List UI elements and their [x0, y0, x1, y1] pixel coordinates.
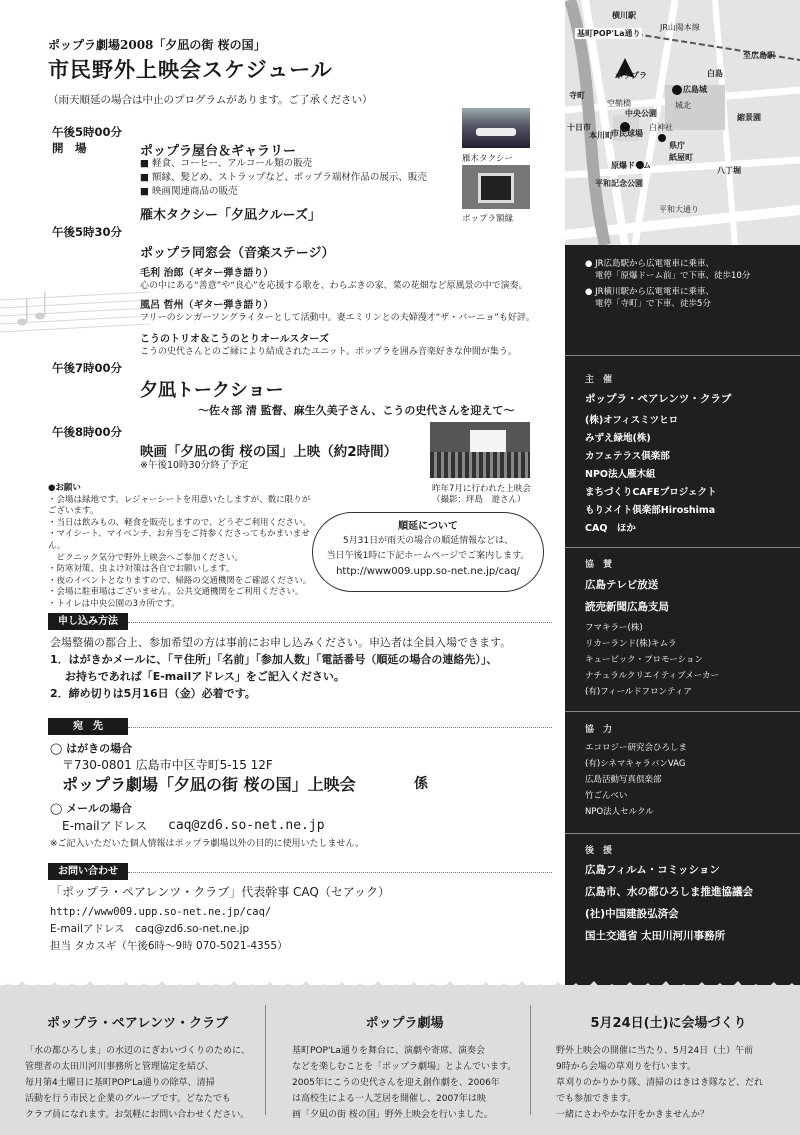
- talk-show-guests: 〜佐々部 清 監督、麻生久美子さん、こうの史代さんを迎えて〜: [198, 404, 515, 417]
- organizer-item: カフェテラス倶楽部: [585, 451, 670, 462]
- map-label: 原爆ドーム: [611, 161, 651, 170]
- map-label: 広島城: [683, 85, 707, 94]
- gangi-taxi-caption: 雁木タクシー: [462, 154, 514, 164]
- coop-heading: 協 力: [585, 725, 613, 735]
- privacy-note: ※ご記入いただいた個人情報はポップラ劇場以外の目的に使用いたしません。: [50, 839, 365, 849]
- contact-email[interactable]: E-mailアドレス caq@zd6.so-net.ne.jp: [50, 923, 250, 935]
- email-heading: ◯ メールの場合: [50, 802, 132, 815]
- organizer-item: もりメイト倶楽部Hiroshima: [585, 505, 716, 516]
- organizer-item: まちづくりCAFEプロジェクト: [585, 487, 717, 498]
- divider: [128, 727, 552, 728]
- organizer-item: NPO法人雁木組: [585, 469, 656, 480]
- postpone-box: [312, 512, 544, 592]
- venue-prep-text: 野外上映会の開催に当たり、5月24日（土）午前 9時から会場の草刈りを行います。 草刈りのかりかり隊、清掃のはきはき隊など、だれ でも参加できます。 一緒にさわやかな汗をかきませんか？: [556, 1046, 764, 1120]
- organizer-item: (株)オフィスミツヒロ: [585, 415, 679, 426]
- header-subtitle: ポップラ劇場2008「夕凪の街 桜の国」: [48, 38, 266, 52]
- access-1b: 電停「原爆ドーム前」で下車、徒歩10分: [595, 271, 751, 281]
- poppura-frame-caption: ポップラ額縁: [462, 214, 514, 224]
- time-2000: 午後8時00分: [52, 425, 123, 439]
- apply-line-3: お持ちであれば「E-mailアドレス」をご記入ください。: [50, 670, 345, 683]
- backing-item: (社)中国建設弘済会: [585, 908, 679, 920]
- map-label: ポップラ: [615, 71, 647, 80]
- notice-item: ・防寒対策、虫よけ対策は各自でお願いします。: [48, 564, 235, 575]
- event-yatai-gallery: ポップラ屋台＆ギャラリー: [140, 144, 297, 159]
- notice-item: ・当日は飲みもの、軽食を販売しますので、どうぞご利用ください。: [48, 517, 311, 528]
- apply-line-2: 1．はがきかメールに、「〒住所」「名前」「参加人数」「電話番号（順延の場合の連絡先）」、: [50, 653, 498, 666]
- map-label: 寺町: [569, 91, 585, 100]
- performer-1-desc: 心の中にある“善意”や“良心”を応援する歌を、わらぶきの家、菜の花畑など原風景の中で演奏。: [140, 281, 528, 291]
- notice-item: ・会場に駐車場はございません。公共交通機関をご利用ください。: [48, 587, 304, 598]
- postpone-url[interactable]: http://www009.upp.so-net.ne.jp/caq/: [336, 566, 520, 577]
- email-address[interactable]: caq@zd6.so-net.ne.jp: [168, 818, 325, 833]
- organizer-item: みずえ緑地(株): [585, 433, 651, 444]
- map-label: 平和記念公園: [595, 179, 643, 188]
- gangi-taxi-photo: [462, 108, 530, 148]
- map-label: 中央公園: [625, 109, 657, 118]
- notice-item: ・夜のイベントとなりますので、帰路の交通機関をご確認ください。: [48, 575, 312, 586]
- notices-list: [48, 483, 313, 611]
- support-item: ナチュラルクリエイティブメーカー: [585, 671, 719, 681]
- apply-line-1: 会場整備の都合上、参加希望の方は事前にお申し込みください。申込者は全員入場できます。: [50, 636, 512, 649]
- footer-divider: [530, 1005, 531, 1115]
- map-label: 紙屋町: [669, 153, 693, 162]
- performer-3-name: こうのトリオ＆こうのとりオールスターズ: [140, 334, 329, 345]
- notices-title: ●お願い: [48, 483, 81, 493]
- postpone-line-1: 5月31日が雨天の場合の順延情報などは、: [342, 536, 514, 546]
- footer-club: [25, 1012, 250, 1123]
- organizer-item: ポップラ・ペアレンツ・クラブ: [585, 393, 732, 405]
- map-label: 平和大通り: [659, 205, 699, 214]
- notice-item: ・トイレは中央公園の3カ所です。: [48, 598, 180, 609]
- postpone-line-2: 当日午後1時に下記ホームページでご案内します。: [326, 551, 530, 561]
- page-title: 市民野外上映会スケジュール: [48, 58, 333, 82]
- contact-org: 「ポップラ・ペアレンツ・クラブ」代表幹事 CAQ（セアック）: [50, 885, 391, 899]
- access-2: ● JR横川駅から広電電車に乗車、: [585, 287, 715, 297]
- sidebar-divider: [565, 711, 800, 712]
- event-screening: 映画「夕凪の街 桜の国」上映（約2時間）: [140, 444, 398, 460]
- email-label: E-mailアドレス: [62, 819, 148, 833]
- last-year-screening-photo: [430, 422, 530, 478]
- postcard-recipient: ポップラ劇場「夕凪の街 桜の国」上映会: [62, 775, 356, 794]
- event-gangi-taxi: 雁木タクシー「夕凪クルーズ」: [140, 208, 321, 223]
- venue-prep-title: 5月24日(土)に会場づくり: [590, 1016, 747, 1031]
- coop-item: (有)シネマキャラバンVAG: [585, 759, 686, 769]
- support-item: リカーランド(株)キムラ: [585, 639, 677, 649]
- apply-section-label: 申し込み方法: [48, 613, 128, 630]
- backing-item: 国土交通省 太田川河川事務所: [585, 930, 726, 942]
- time-1730: 午後5時30分: [52, 225, 123, 239]
- postcard-address: 〒730-0801 広島市中区寺町5-15 12F: [62, 758, 273, 772]
- map-label: 本川町: [589, 131, 613, 140]
- map-label: 十日市: [567, 123, 591, 132]
- time-1700: 午後5時00分: [52, 125, 123, 139]
- map-label: 市民球場: [611, 129, 643, 138]
- screening-end-note: ※午後10時30分終了予定: [140, 460, 249, 471]
- yatai-item-3: ■ 映画関連商品の販売: [140, 186, 238, 197]
- footer-theater: [292, 1012, 517, 1123]
- map-label: 八丁堀: [717, 166, 741, 175]
- coop-item: エコロジー研究会ひろしま: [585, 743, 688, 753]
- poppura-frame-photo: [462, 165, 530, 209]
- divider: [128, 622, 552, 623]
- grass-edge-decoration: [0, 979, 800, 1001]
- apply-line-4: 2．締め切りは5月16日（金）必着です。: [50, 687, 256, 700]
- time-1900: 午後7時00分: [52, 361, 123, 375]
- map-label: JR山陽本線: [660, 23, 700, 32]
- map-label: 県庁: [669, 141, 685, 150]
- sponsor-sidebar: [565, 245, 800, 985]
- support-item: フマキラー(株): [585, 623, 643, 633]
- support-item: キュービック・プロモーション: [585, 655, 703, 665]
- last-year-caption-2: （撮影：坪島 遊さん）: [432, 495, 526, 505]
- postpone-title: 順延について: [398, 521, 458, 532]
- sidebar-divider: [565, 833, 800, 834]
- coop-item: NPO法人セルクル: [585, 807, 654, 817]
- organizer-item: CAQ ほか: [585, 523, 636, 534]
- contact-tel: 担当 タカスギ（午後6時〜9時 070-5021-4355）: [50, 940, 288, 952]
- sidebar-divider: [565, 547, 800, 548]
- coop-item: 竹ごんべい: [585, 791, 628, 801]
- map-label: 白神社: [649, 123, 673, 132]
- support-heading: 協 賛: [585, 560, 613, 570]
- backing-item: 広島フィルム・コミッション: [585, 864, 720, 876]
- map-label: 横川駅: [612, 11, 636, 20]
- sidebar-divider: [565, 355, 800, 356]
- last-year-caption-1: 昨年7月に行われた上映会: [432, 484, 531, 494]
- yatai-item-2: ■ 額縁、髪どめ、ストラップなど、ポップラ端材作品の展示、販売: [140, 172, 427, 183]
- divider: [128, 872, 552, 873]
- music-staff-decoration: [0, 280, 150, 350]
- event-talk-show: 夕凪トークショー: [140, 380, 284, 401]
- club-title: ポップラ・ペアレンツ・クラブ: [46, 1016, 229, 1031]
- contact-section-label: お問い合わせ: [48, 863, 128, 880]
- notice-item: ・マイシート、マイベンチ、お弁当をご持参くださってもかまいません。: [48, 529, 310, 551]
- footer-venue-prep: [556, 1012, 781, 1123]
- map-label: 基町POP'La通り: [577, 29, 641, 38]
- support-item: 読売新聞広島支局: [585, 601, 669, 613]
- event-music-stage: ポップラ同窓会（音楽ステージ）: [140, 246, 335, 261]
- rain-note: （雨天順延の場合は中止のプログラムがあります。ご了承ください）: [48, 94, 373, 106]
- venue-map: [565, 0, 800, 245]
- performer-2-name: 風呂 哲州（ギター弾き語り）: [140, 300, 274, 311]
- performer-2-desc: フリーのシンガーソングライターとして活動中。妻エミリンとの夫婦漫才“ザ・バーニョ”も好評。: [140, 313, 535, 323]
- theater-title: ポップラ劇場: [365, 1016, 444, 1031]
- access-1: ● JR広島駅から広電電車に乗車、: [585, 259, 715, 269]
- postcard-kakari: 係: [414, 776, 428, 792]
- opening-label: 開 場: [52, 141, 87, 155]
- contact-url[interactable]: http://www009.upp.so-net.ne.jp/caq/: [50, 906, 272, 918]
- organizer-heading: 主 催: [585, 375, 613, 385]
- performer-1-name: 毛利 治郎（ギター弾き語り）: [140, 268, 274, 279]
- postcard-heading: ◯ はがきの場合: [50, 742, 133, 755]
- map-label: 空鞘橋: [607, 99, 631, 108]
- map-label: 城北: [675, 101, 691, 110]
- map-label: 縮景園: [737, 113, 761, 122]
- map-label: 至広島駅: [743, 51, 775, 60]
- footer-divider: [265, 1005, 266, 1115]
- support-item: (有)フィールドフロンティア: [585, 687, 692, 697]
- performer-3-desc: こうの史代さんとのご縁により結成されたユニット。ポップラを囲み音楽好きな仲間が集う。: [140, 347, 517, 357]
- theater-text: 基町POP'La通りを舞台に、演劇や寄席、演奏会 などを楽しむことを「ポップラ劇場」とよんでいます。 2005年にこうの史代さんを迎え創作劇を、2006年 は高校生による一人芝居を開催し、2007年は映 画「夕凪の街 桜の国」野外上映会を行いました。: [292, 1046, 517, 1120]
- notice-item: ・会場は緑地です。レジャーシートを用意いたしますが、数に限りがございます。: [48, 494, 311, 517]
- notice-item: ピクニック気分で野外上映会へご参加ください。: [48, 552, 243, 563]
- access-2b: 電停「寺町」で下車、徒歩5分: [595, 299, 711, 309]
- map-label: 白島: [707, 69, 723, 78]
- coop-item: 広島活動写真倶楽部: [585, 775, 662, 785]
- backing-heading: 後 援: [585, 846, 613, 856]
- dest-section-label: 宛 先: [48, 718, 128, 735]
- yatai-item-1: ■ 軽食、コーヒー、アルコール類の販売: [140, 158, 313, 169]
- backing-item: 広島市、水の都ひろしま推進協議会: [585, 886, 753, 898]
- club-text: 「水の都ひろしま」の水辺のにぎわいづくりのために、 管理者の太田川河川事務所と管理協定を結び、 毎月第4土曜日に基町POP'La通りの除草、清掃 活動を行う市民と企業のグループです。どなたでも クラブ員になれます。お気軽にお問い合わせください。: [25, 1046, 251, 1120]
- support-item: 広島テレビ放送: [585, 579, 659, 591]
